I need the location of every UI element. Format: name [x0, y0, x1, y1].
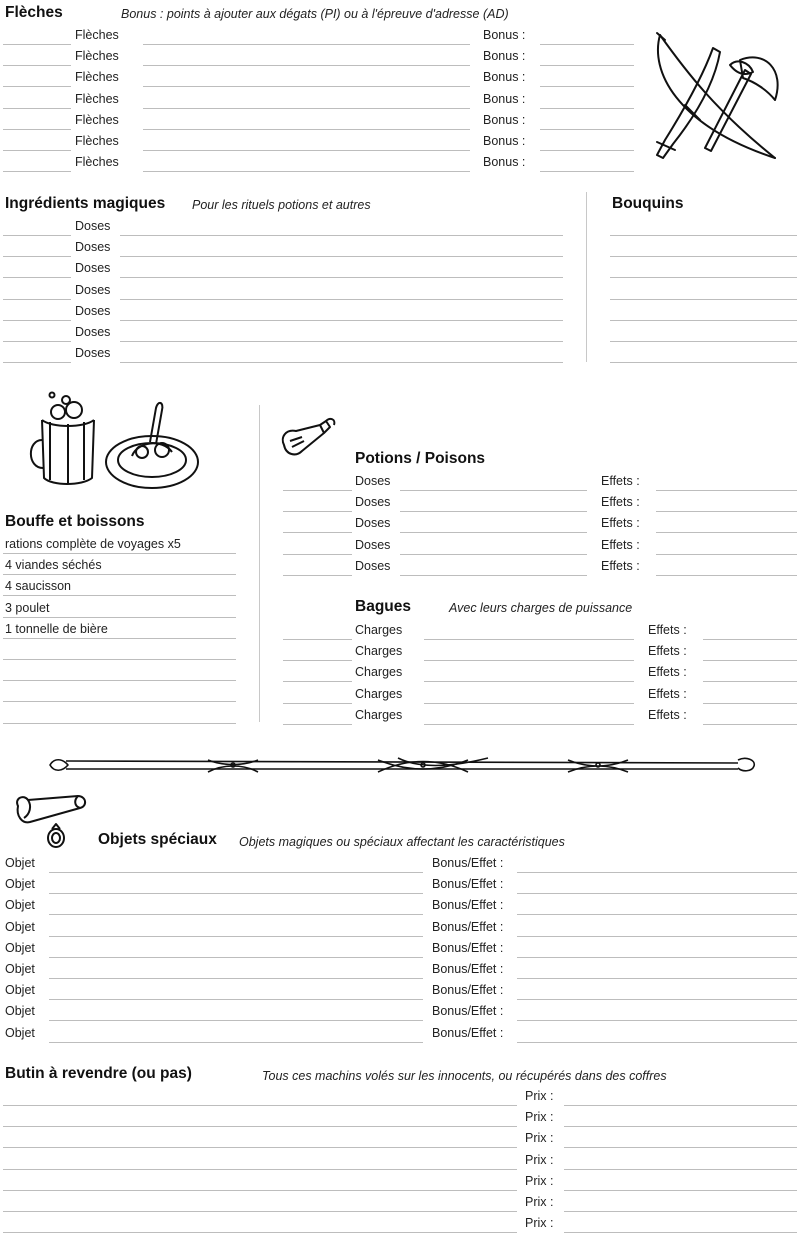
bagues-name-field[interactable] — [424, 703, 634, 704]
ingredients-quantity-field[interactable] — [3, 277, 71, 278]
objets-bonus-label: Bonus/Effet : — [432, 940, 504, 955]
objets-bonus-label: Bonus/Effet : — [432, 1004, 504, 1019]
butin-item-field[interactable] — [3, 1169, 517, 1170]
butin-price-label: Prix : — [525, 1110, 554, 1125]
butin-price-label: Prix : — [525, 1131, 554, 1146]
bouquins-entry-field[interactable] — [610, 341, 797, 342]
objets-bonus-field[interactable] — [517, 957, 797, 958]
ingredients-row-label: Doses — [75, 325, 111, 339]
butin-price-label: Prix : — [525, 1173, 554, 1188]
butin-price-field[interactable] — [564, 1126, 797, 1127]
objets-row-label: Objet — [5, 940, 35, 955]
butin-item-field[interactable] — [3, 1126, 517, 1127]
ingredients-quantity-field[interactable] — [3, 341, 71, 342]
fleches-name-field[interactable] — [143, 171, 470, 172]
objets-bonus-field[interactable] — [517, 872, 797, 873]
butin-title: Butin à revendre (ou pas) — [5, 1065, 192, 1082]
bagues-row-label: Charges — [355, 644, 403, 659]
bagues-row-label: Charges — [355, 665, 403, 680]
potions-quantity-field[interactable] — [283, 490, 352, 491]
fleches-quantity-field[interactable] — [3, 65, 71, 66]
potions-row-label: Doses — [355, 474, 391, 488]
fleches-quantity-field[interactable] — [3, 44, 71, 45]
fleches-bonus-label: Bonus : — [483, 70, 526, 85]
bagues-title: Bagues — [355, 598, 411, 615]
potions-effects-label: Effets : — [601, 516, 640, 531]
objets-name-field[interactable] — [49, 1020, 423, 1021]
bagues-effects-label: Effets : — [648, 665, 687, 680]
potion-bottle-icon — [276, 415, 338, 461]
potions-name-field[interactable] — [400, 554, 587, 555]
objets-name-field[interactable] — [49, 957, 423, 958]
objets-row-label: Objet — [5, 1025, 35, 1040]
bagues-effects-field[interactable] — [703, 703, 797, 704]
bagues-charges-field[interactable] — [283, 639, 352, 640]
crossed-sword-axe-bow-icon — [645, 30, 795, 165]
objets-bonus-label: Bonus/Effet : — [432, 1025, 504, 1040]
ingredients-quantity-field[interactable] — [3, 235, 71, 236]
potions-effects-field[interactable] — [656, 554, 797, 555]
potions-quantity-field[interactable] — [283, 575, 352, 576]
fleches-row-label: Flèches — [75, 91, 119, 106]
ingredients-quantity-field[interactable] — [3, 256, 71, 257]
butin-price-field[interactable] — [564, 1211, 797, 1212]
ingredients-name-field[interactable] — [120, 277, 563, 278]
food-plate-and-mug-icon — [22, 390, 200, 500]
ingredients-row-label: Doses — [75, 240, 111, 255]
bagues-effects-field[interactable] — [703, 724, 797, 725]
potions-effects-label: Effets : — [601, 474, 640, 488]
fleches-name-field[interactable] — [143, 108, 470, 109]
potions-row-label: Doses — [355, 495, 391, 510]
bouffe-entry-field[interactable] — [3, 595, 236, 596]
ingredients-name-field[interactable] — [120, 341, 563, 342]
bouffe-entry-field[interactable] — [3, 638, 236, 639]
fleches-subtitle: Bonus : points à ajouter aux dégats (PI) ou à l'épreuve d'adresse (AD) — [121, 7, 509, 21]
objets-title: Objets spéciaux — [98, 831, 217, 848]
fleches-bonus-label: Bonus : — [483, 91, 526, 106]
bouquins-entry-field[interactable] — [610, 320, 797, 321]
objets-name-field[interactable] — [49, 1042, 423, 1043]
fleches-row-label: Flèches — [75, 112, 119, 127]
objets-row-label: Objet — [5, 983, 35, 998]
potions-effects-field[interactable] — [656, 532, 797, 533]
objets-bonus-field[interactable] — [517, 1020, 797, 1021]
butin-item-field[interactable] — [3, 1232, 517, 1233]
bagues-effects-field[interactable] — [703, 681, 797, 682]
butin-item-field[interactable] — [3, 1211, 517, 1212]
butin-price-field[interactable] — [564, 1232, 797, 1233]
bouffe-entry-field[interactable] — [3, 659, 236, 660]
objets-bonus-label: Bonus/Effet : — [432, 919, 504, 934]
ingredients-quantity-field[interactable] — [3, 362, 71, 363]
ingredients-title: Ingrédients magiques — [5, 195, 166, 212]
bouffe-title: Bouffe et boissons — [5, 513, 145, 530]
objets-bonus-label: Bonus/Effet : — [432, 983, 504, 998]
objets-name-field[interactable] — [49, 999, 423, 1000]
objets-name-field[interactable] — [49, 914, 423, 915]
potions-effects-field[interactable] — [656, 575, 797, 576]
potions-quantity-field[interactable] — [283, 511, 352, 512]
objets-name-field[interactable] — [49, 978, 423, 979]
potions-quantity-field[interactable] — [283, 532, 352, 533]
potions-row-label: Doses — [355, 516, 391, 531]
potions-name-field[interactable] — [400, 532, 587, 533]
fleches-bonus-label: Bonus : — [483, 155, 526, 170]
ingredients-quantity-field[interactable] — [3, 320, 71, 321]
bouquins-entry-field[interactable] — [610, 362, 797, 363]
bagues-charges-field[interactable] — [283, 660, 352, 661]
fleches-quantity-field[interactable] — [3, 129, 71, 130]
bouffe-entry-field[interactable] — [3, 723, 236, 724]
ingredients-row-label: Doses — [75, 303, 111, 318]
ingredients-name-field[interactable] — [120, 362, 563, 363]
bagues-subtitle: Avec leurs charges de puissance — [449, 601, 633, 615]
objets-row-label: Objet — [5, 962, 35, 976]
ingredients-row-label: Doses — [75, 346, 111, 361]
potions-effects-field[interactable] — [656, 511, 797, 512]
fleches-name-field[interactable] — [143, 86, 470, 87]
ingredients-name-field[interactable] — [120, 235, 563, 236]
bouffe-item: rations complète de voyages x5 — [5, 537, 181, 551]
fleches-row-label: Flèches — [75, 28, 119, 42]
fleches-row-label: Flèches — [75, 155, 119, 170]
bouffe-entry-field[interactable] — [3, 553, 236, 554]
objets-row-label: Objet — [5, 1004, 35, 1019]
bagues-effects-label: Effets : — [648, 707, 687, 722]
bouffe-entry-field[interactable] — [3, 701, 236, 702]
objets-bonus-field[interactable] — [517, 914, 797, 915]
fleches-name-field[interactable] — [143, 150, 470, 151]
bagues-name-field[interactable] — [424, 660, 634, 661]
butin-price-label: Prix : — [525, 1089, 554, 1103]
fleches-bonus-label: Bonus : — [483, 112, 526, 127]
fleches-bonus-field[interactable] — [540, 86, 634, 87]
potions-title: Potions / Poisons — [355, 450, 486, 467]
column-divider — [259, 405, 260, 722]
potions-name-field[interactable] — [400, 511, 587, 512]
bouffe-item: 4 viandes séchés — [5, 558, 102, 573]
fleches-title: Flèches — [5, 4, 63, 21]
ingredients-quantity-field[interactable] — [3, 299, 71, 300]
butin-price-label: Prix : — [525, 1195, 554, 1209]
bouffe-item: 3 poulet — [5, 600, 50, 615]
potions-name-field[interactable] — [400, 575, 587, 576]
butin-price-label: Prix : — [525, 1152, 554, 1167]
objets-bonus-label: Bonus/Effet : — [432, 877, 504, 892]
objets-bonus-field[interactable] — [517, 936, 797, 937]
bouffe-entry-field[interactable] — [3, 617, 236, 618]
fleches-name-field[interactable] — [143, 44, 470, 45]
column-divider — [586, 192, 587, 362]
bouffe-item: 4 saucisson — [5, 579, 72, 594]
bouquins-entry-field[interactable] — [610, 235, 797, 236]
ingredients-row-label: Doses — [75, 219, 111, 233]
ingredients-name-field[interactable] — [120, 299, 563, 300]
bagues-effects-label: Effets : — [648, 623, 687, 637]
butin-price-field[interactable] — [564, 1147, 797, 1148]
fleches-bonus-field[interactable] — [540, 150, 634, 151]
bagues-charges-field[interactable] — [283, 724, 352, 725]
bagues-effects-label: Effets : — [648, 644, 687, 659]
potions-name-field[interactable] — [400, 490, 587, 491]
objets-bonus-field[interactable] — [517, 999, 797, 1000]
bouffe-entry-field[interactable] — [3, 574, 236, 575]
objets-subtitle: Objets magiques ou spéciaux affectant les caractéristiques — [239, 835, 565, 849]
fleches-quantity-field[interactable] — [3, 108, 71, 109]
ingredients-row-label: Doses — [75, 261, 111, 276]
fleches-quantity-field[interactable] — [3, 86, 71, 87]
fleches-bonus-field[interactable] — [540, 171, 634, 172]
bagues-charges-field[interactable] — [283, 681, 352, 682]
butin-price-label: Prix : — [525, 1216, 554, 1231]
bouquins-title: Bouquins — [612, 195, 684, 212]
fleches-bonus-label: Bonus : — [483, 28, 526, 42]
fleches-row-label: Flèches — [75, 70, 119, 85]
fleches-name-field[interactable] — [143, 65, 470, 66]
objets-row-label: Objet — [5, 856, 35, 870]
bagues-effects-field[interactable] — [703, 660, 797, 661]
objets-row-label: Objet — [5, 898, 35, 913]
fleches-name-field[interactable] — [143, 129, 470, 130]
bouffe-entry-field[interactable] — [3, 680, 236, 681]
fleches-row-label: Flèches — [75, 49, 119, 64]
bouquins-entry-field[interactable] — [610, 277, 797, 278]
fleches-bonus-label: Bonus : — [483, 49, 526, 64]
ingredients-name-field[interactable] — [120, 320, 563, 321]
fleches-quantity-field[interactable] — [3, 150, 71, 151]
scroll-and-ring-icon — [12, 792, 90, 852]
bagues-name-field[interactable] — [424, 639, 634, 640]
butin-price-field[interactable] — [564, 1169, 797, 1170]
objets-bonus-label: Bonus/Effet : — [432, 898, 504, 913]
bagues-charges-field[interactable] — [283, 703, 352, 704]
objets-row-label: Objet — [5, 919, 35, 934]
fleches-bonus-field[interactable] — [540, 44, 634, 45]
objets-bonus-label: Bonus/Effet : — [432, 856, 504, 870]
butin-price-field[interactable] — [564, 1105, 797, 1106]
butin-subtitle: Tous ces machins volés sur les innocents, ou récupérés dans des coffres — [262, 1069, 667, 1083]
fleches-bonus-field[interactable] — [540, 129, 634, 130]
ingredients-name-field[interactable] — [120, 256, 563, 257]
objets-bonus-field[interactable] — [517, 978, 797, 979]
bagues-row-label: Charges — [355, 623, 403, 637]
bagues-effects-label: Effets : — [648, 686, 687, 701]
objets-row-label: Objet — [5, 877, 35, 892]
ornate-staff-divider-icon — [48, 752, 756, 778]
objets-name-field[interactable] — [49, 872, 423, 873]
fleches-bonus-field[interactable] — [540, 108, 634, 109]
bouquins-entry-field[interactable] — [610, 299, 797, 300]
potions-quantity-field[interactable] — [283, 554, 352, 555]
bagues-row-label: Charges — [355, 707, 403, 722]
butin-item-field[interactable] — [3, 1147, 517, 1148]
butin-price-field[interactable] — [564, 1190, 797, 1191]
ingredients-subtitle: Pour les rituels potions et autres — [192, 198, 371, 212]
potions-effects-label: Effets : — [601, 537, 640, 552]
bagues-name-field[interactable] — [424, 724, 634, 725]
potions-row-label: Doses — [355, 558, 391, 573]
potions-row-label: Doses — [355, 537, 391, 552]
ingredients-row-label: Doses — [75, 282, 111, 297]
potions-effects-label: Effets : — [601, 495, 640, 510]
bagues-row-label: Charges — [355, 686, 403, 701]
bouffe-item: 1 tonnelle de bière — [5, 621, 108, 636]
potions-effects-label: Effets : — [601, 558, 640, 573]
objets-name-field[interactable] — [49, 936, 423, 937]
bagues-name-field[interactable] — [424, 681, 634, 682]
bouquins-entry-field[interactable] — [610, 256, 797, 257]
butin-item-field[interactable] — [3, 1190, 517, 1191]
bagues-effects-field[interactable] — [703, 639, 797, 640]
butin-item-field[interactable] — [3, 1105, 517, 1106]
fleches-row-label: Flèches — [75, 134, 119, 148]
fleches-bonus-label: Bonus : — [483, 134, 526, 148]
objets-bonus-label: Bonus/Effet : — [432, 962, 504, 976]
objets-name-field[interactable] — [49, 893, 423, 894]
objets-bonus-field[interactable] — [517, 1042, 797, 1043]
fleches-quantity-field[interactable] — [3, 171, 71, 172]
fleches-bonus-field[interactable] — [540, 65, 634, 66]
objets-bonus-field[interactable] — [517, 893, 797, 894]
potions-effects-field[interactable] — [656, 490, 797, 491]
